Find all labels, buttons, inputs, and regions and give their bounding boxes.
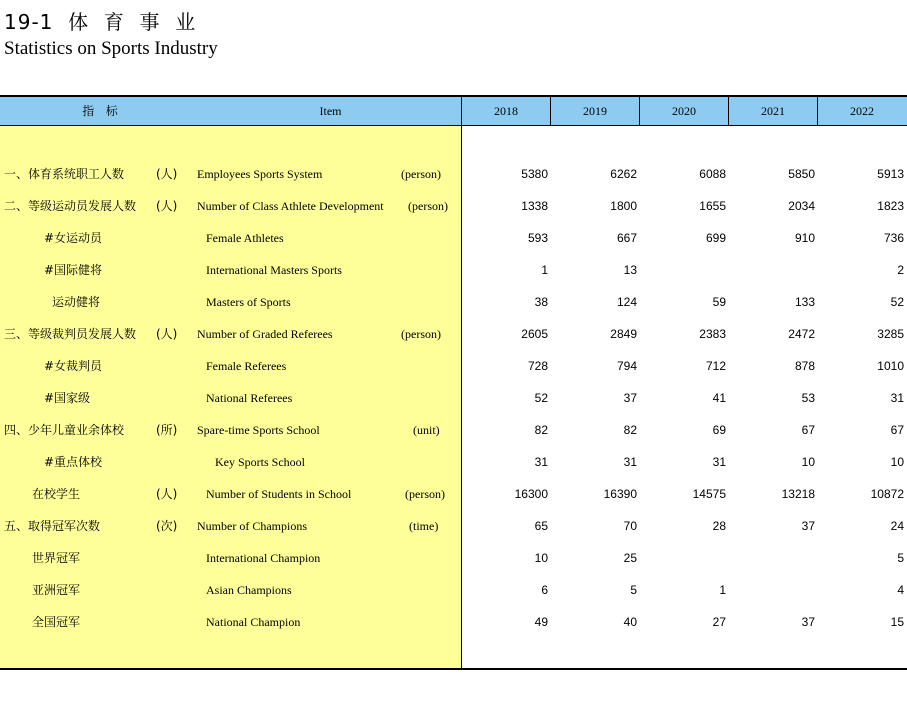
cell-value-2021: 5850 (788, 167, 815, 181)
table-row (0, 286, 907, 318)
cell-value-2018: 16300 (514, 487, 548, 501)
cell-value-2018: 593 (527, 231, 548, 245)
cell-value-2020: 59 (712, 295, 726, 309)
cell-value-2022: 5 (897, 551, 904, 565)
cell-value-2021: 878 (794, 359, 815, 373)
cell-value-2021: 133 (794, 295, 815, 309)
cell-value-2021: 910 (794, 231, 815, 245)
row-label-en: International Champion (206, 551, 321, 565)
cell-value-2018: 5380 (521, 167, 548, 181)
row-unit-en: (unit) (413, 423, 440, 437)
row-label-en: Asian Champions (206, 583, 292, 597)
row-unit-cn: (人) (156, 199, 178, 213)
cell-value-2020: 69 (712, 423, 726, 437)
cell-value-2019: 124 (616, 295, 637, 309)
cell-value-2020: 2383 (699, 327, 726, 341)
cell-value-2020: 28 (712, 519, 726, 533)
row-label-cn: #女裁判员 (44, 359, 103, 373)
row-unit-cn: (人) (156, 167, 178, 181)
header-year-2020: 2020 (672, 104, 696, 118)
cell-value-2019: 5 (630, 583, 637, 597)
row-label-en: Masters of Sports (206, 295, 291, 309)
row-label-en: Number of Champions (197, 519, 307, 533)
table-row (0, 254, 907, 286)
row-label-en: Female Athletes (206, 231, 284, 245)
row-label-cn: 世界冠军 (32, 551, 81, 565)
row-label-cn: 四、少年儿童业余体校 (4, 423, 125, 437)
header-indicator-cn: 指 标 (82, 104, 118, 118)
table-row (0, 222, 907, 254)
cell-value-2021: 10 (801, 455, 815, 469)
cell-value-2021: 37 (801, 615, 815, 629)
row-unit-en: (person) (405, 487, 445, 501)
cell-value-2020: 31 (712, 455, 726, 469)
cell-value-2019: 82 (623, 423, 637, 437)
header-year-2021: 2021 (761, 104, 785, 118)
cell-value-2019: 70 (623, 519, 637, 533)
table-row (0, 414, 907, 446)
row-label-cn: 五、取得冠军次数 (4, 519, 101, 533)
cell-value-2022: 10872 (870, 487, 904, 501)
cell-value-2018: 728 (527, 359, 548, 373)
cell-value-2018: 2605 (521, 327, 548, 341)
cell-value-2022: 736 (883, 231, 904, 245)
table-row (0, 318, 907, 350)
row-label-en: Key Sports School (215, 455, 305, 469)
cell-value-2022: 4 (897, 583, 904, 597)
cell-value-2019: 25 (623, 551, 637, 565)
cell-value-2018: 82 (534, 423, 548, 437)
cell-value-2019: 2849 (610, 327, 637, 341)
page-title-english: Statistics on Sports Industry (4, 38, 218, 59)
table-row (0, 478, 907, 510)
cell-value-2019: 40 (623, 615, 637, 629)
page-title-chinese: 19-1 体 育 事 业 (4, 10, 197, 34)
header-year-2018: 2018 (494, 104, 518, 118)
cell-value-2018: 6 (541, 583, 548, 597)
cell-value-2018: 10 (534, 551, 548, 565)
cell-value-2021: 2034 (788, 199, 815, 213)
cell-value-2020: 41 (712, 391, 726, 405)
row-label-cn: 运动健将 (52, 295, 101, 309)
row-label-cn: #重点体校 (44, 455, 103, 469)
table-row (0, 510, 907, 542)
row-unit-cn: (所) (156, 423, 178, 437)
row-label-en: International Masters Sports (206, 263, 342, 277)
table-header-rule (0, 125, 907, 126)
cell-value-2019: 1800 (610, 199, 637, 213)
row-label-en: Number of Graded Referees (197, 327, 333, 341)
cell-value-2021: 13218 (781, 487, 815, 501)
cell-value-2018: 31 (534, 455, 548, 469)
cell-value-2020: 14575 (692, 487, 726, 501)
cell-value-2018: 52 (534, 391, 548, 405)
row-label-cn: 全国冠军 (32, 615, 81, 629)
row-label-en: National Referees (206, 391, 293, 405)
header-item-en: Item (319, 104, 342, 118)
header-year-2022: 2022 (850, 104, 874, 118)
row-label-en: Female Referees (206, 359, 287, 373)
cell-value-2022: 1823 (877, 199, 904, 213)
cell-value-2019: 6262 (610, 167, 637, 181)
row-label-cn: 三、等级裁判员发展人数 (4, 327, 137, 341)
cell-value-2022: 24 (890, 519, 904, 533)
row-label-cn: #女运动员 (44, 231, 103, 245)
row-unit-cn: (人) (156, 487, 178, 501)
cell-value-2019: 37 (623, 391, 637, 405)
cell-value-2022: 52 (890, 295, 904, 309)
row-unit-en: (time) (409, 519, 439, 533)
row-label-en: Spare-time Sports School (197, 423, 320, 437)
row-label-en: National Champion (206, 615, 301, 629)
cell-value-2018: 1338 (521, 199, 548, 213)
cell-value-2022: 67 (890, 423, 904, 437)
cell-value-2021: 2472 (788, 327, 815, 341)
cell-value-2018: 38 (534, 295, 548, 309)
cell-value-2019: 16390 (603, 487, 637, 501)
row-label-cn: 亚洲冠军 (32, 583, 81, 597)
table-row (0, 190, 907, 222)
cell-value-2021: 37 (801, 519, 815, 533)
table-row (0, 382, 907, 414)
cell-value-2022: 31 (890, 391, 904, 405)
table-row (0, 446, 907, 478)
table-row (0, 606, 907, 638)
cell-value-2019: 794 (616, 359, 637, 373)
row-unit-cn: (次) (156, 519, 178, 533)
cell-value-2019: 31 (623, 455, 637, 469)
table-row (0, 158, 907, 190)
cell-value-2020: 699 (705, 231, 726, 245)
row-label-cn: 在校学生 (32, 487, 81, 501)
cell-value-2019: 667 (616, 231, 637, 245)
row-label-cn: 二、等级运动员发展人数 (4, 199, 137, 213)
cell-value-2022: 1010 (877, 359, 904, 373)
cell-value-2020: 1655 (699, 199, 726, 213)
table-row (0, 542, 907, 574)
row-label-en: Number of Students in School (206, 487, 352, 501)
cell-value-2021: 67 (801, 423, 815, 437)
cell-value-2018: 49 (534, 615, 548, 629)
cell-value-2022: 15 (890, 615, 904, 629)
cell-value-2022: 10 (890, 455, 904, 469)
row-unit-en: (person) (401, 167, 441, 181)
row-label-en: Employees Sports System (197, 167, 323, 181)
table-row (0, 574, 907, 606)
cell-value-2020: 6088 (699, 167, 726, 181)
cell-value-2020: 712 (705, 359, 726, 373)
table-bottom-rule (0, 668, 907, 670)
cell-value-2021: 53 (801, 391, 815, 405)
cell-value-2022: 3285 (877, 327, 904, 341)
cell-value-2022: 2 (897, 263, 904, 277)
cell-value-2018: 65 (534, 519, 548, 533)
row-unit-cn: (人) (156, 327, 178, 341)
cell-value-2018: 1 (541, 263, 548, 277)
cell-value-2020: 27 (712, 615, 726, 629)
header-year-2019: 2019 (583, 104, 607, 118)
row-unit-en: (person) (408, 199, 448, 213)
row-label-en: Number of Class Athlete Development (197, 199, 384, 213)
cell-value-2019: 13 (623, 263, 637, 277)
row-label-cn: #国家级 (44, 391, 91, 405)
table-row (0, 350, 907, 382)
row-label-cn: #国际健将 (44, 263, 103, 277)
cell-value-2020: 1 (719, 583, 726, 597)
row-label-cn: 一、体育系统职工人数 (4, 167, 125, 181)
row-unit-en: (person) (401, 327, 441, 341)
cell-value-2022: 5913 (877, 167, 904, 181)
